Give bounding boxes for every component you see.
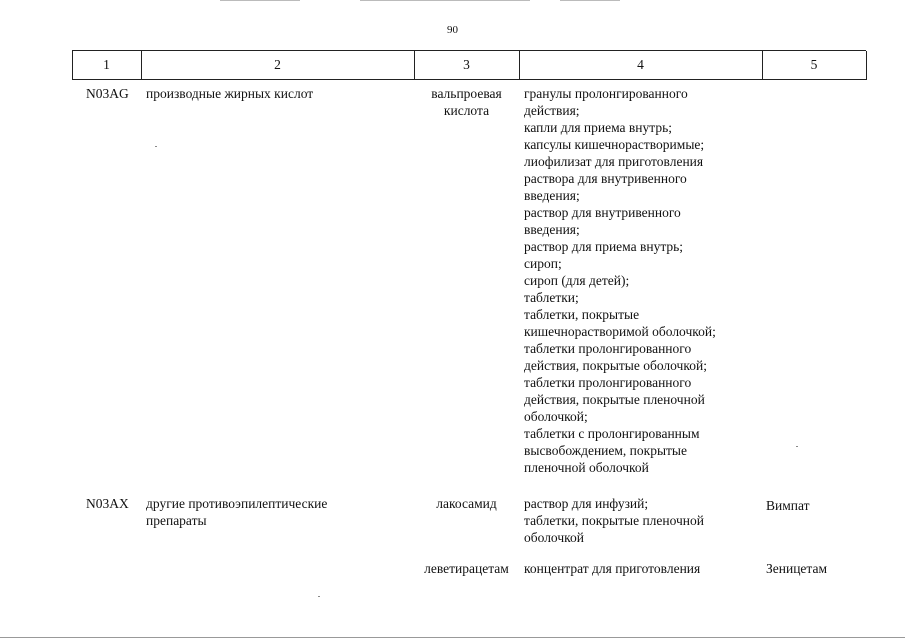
atc-code: N03AX	[86, 496, 129, 511]
form-line: оболочкой;	[524, 409, 588, 424]
active-substance	[414, 85, 519, 119]
atc-code: N03AG	[86, 86, 129, 101]
form-line: капсулы кишечнорастворимые;	[524, 137, 705, 152]
form-line: сироп (для детей);	[524, 273, 630, 288]
dosage-forms	[524, 495, 704, 546]
brand-name: Зеницетам	[766, 561, 828, 576]
table-header-top-rule	[72, 50, 866, 51]
substance-line: лакосамид	[436, 496, 497, 511]
group-line: другие противоэпилептические	[146, 496, 328, 511]
brand-name: Вимпат	[766, 498, 810, 513]
form-line: раствор для приема внутрь;	[524, 239, 684, 254]
form-line: сироп;	[524, 256, 562, 271]
form-line: таблетки, покрытые	[524, 307, 640, 322]
form-line: раствора для внутривенного	[524, 171, 687, 186]
form-line: таблетки пролонгированного	[524, 375, 692, 390]
substance-line: вальпроевая	[431, 86, 502, 101]
scan-edge-mark	[0, 637, 905, 638]
pharmacological-group	[146, 495, 327, 529]
form-line: гранулы пролонгированного	[524, 86, 688, 101]
pharmacological-group	[146, 85, 313, 102]
column-header-3: 3	[463, 57, 470, 72]
scan-speck	[318, 596, 320, 597]
substance-line: леветирацетам	[424, 561, 509, 576]
group-line: препараты	[146, 513, 207, 528]
column-header-4: 4	[637, 57, 644, 72]
form-line: высвобождением, покрытые	[524, 443, 687, 458]
active-substance	[414, 495, 519, 512]
form-line: таблетки;	[524, 290, 579, 305]
form-line: действия, покрытые пленочной	[524, 392, 705, 407]
active-substance	[414, 560, 519, 577]
form-line: лиофилизат для приготовления	[524, 154, 704, 169]
scan-edge-mark	[220, 0, 300, 1]
scan-edge-mark	[360, 0, 530, 1]
form-line: капли для приема внутрь;	[524, 120, 672, 135]
column-header-5: 5	[810, 57, 818, 72]
form-line: оболочкой	[524, 530, 584, 545]
group-line: производные жирных кислот	[146, 86, 314, 101]
form-line: таблетки пролонгированного	[524, 341, 692, 356]
column-header-1: 1	[103, 57, 110, 72]
column-divider	[866, 51, 867, 80]
form-line: введения;	[524, 188, 580, 203]
scan-speck	[796, 446, 798, 447]
form-line: введения;	[524, 222, 580, 237]
form-line: действия;	[524, 103, 580, 118]
form-line: раствор для внутривенного	[524, 205, 681, 220]
dosage-forms	[524, 560, 700, 577]
form-line: кишечнорастворимой оболочкой;	[524, 324, 716, 339]
form-line: раствор для инфузий;	[524, 496, 649, 511]
scan-edge-mark	[560, 0, 620, 1]
form-line: таблетки, покрытые пленочной	[524, 513, 705, 528]
column-header-2: 2	[274, 57, 281, 72]
form-line: концентрат для приготовления	[524, 561, 701, 576]
substance-line: кислота	[443, 103, 490, 118]
scan-speck	[155, 146, 157, 147]
form-line: таблетки с пролонгированным	[524, 426, 700, 441]
page-number: 90	[447, 24, 458, 36]
form-line: действия, покрытые оболочкой;	[524, 358, 707, 373]
dosage-forms	[524, 85, 716, 476]
table-header-bottom-rule	[72, 79, 866, 80]
form-line: пленочной оболочкой	[524, 460, 649, 475]
